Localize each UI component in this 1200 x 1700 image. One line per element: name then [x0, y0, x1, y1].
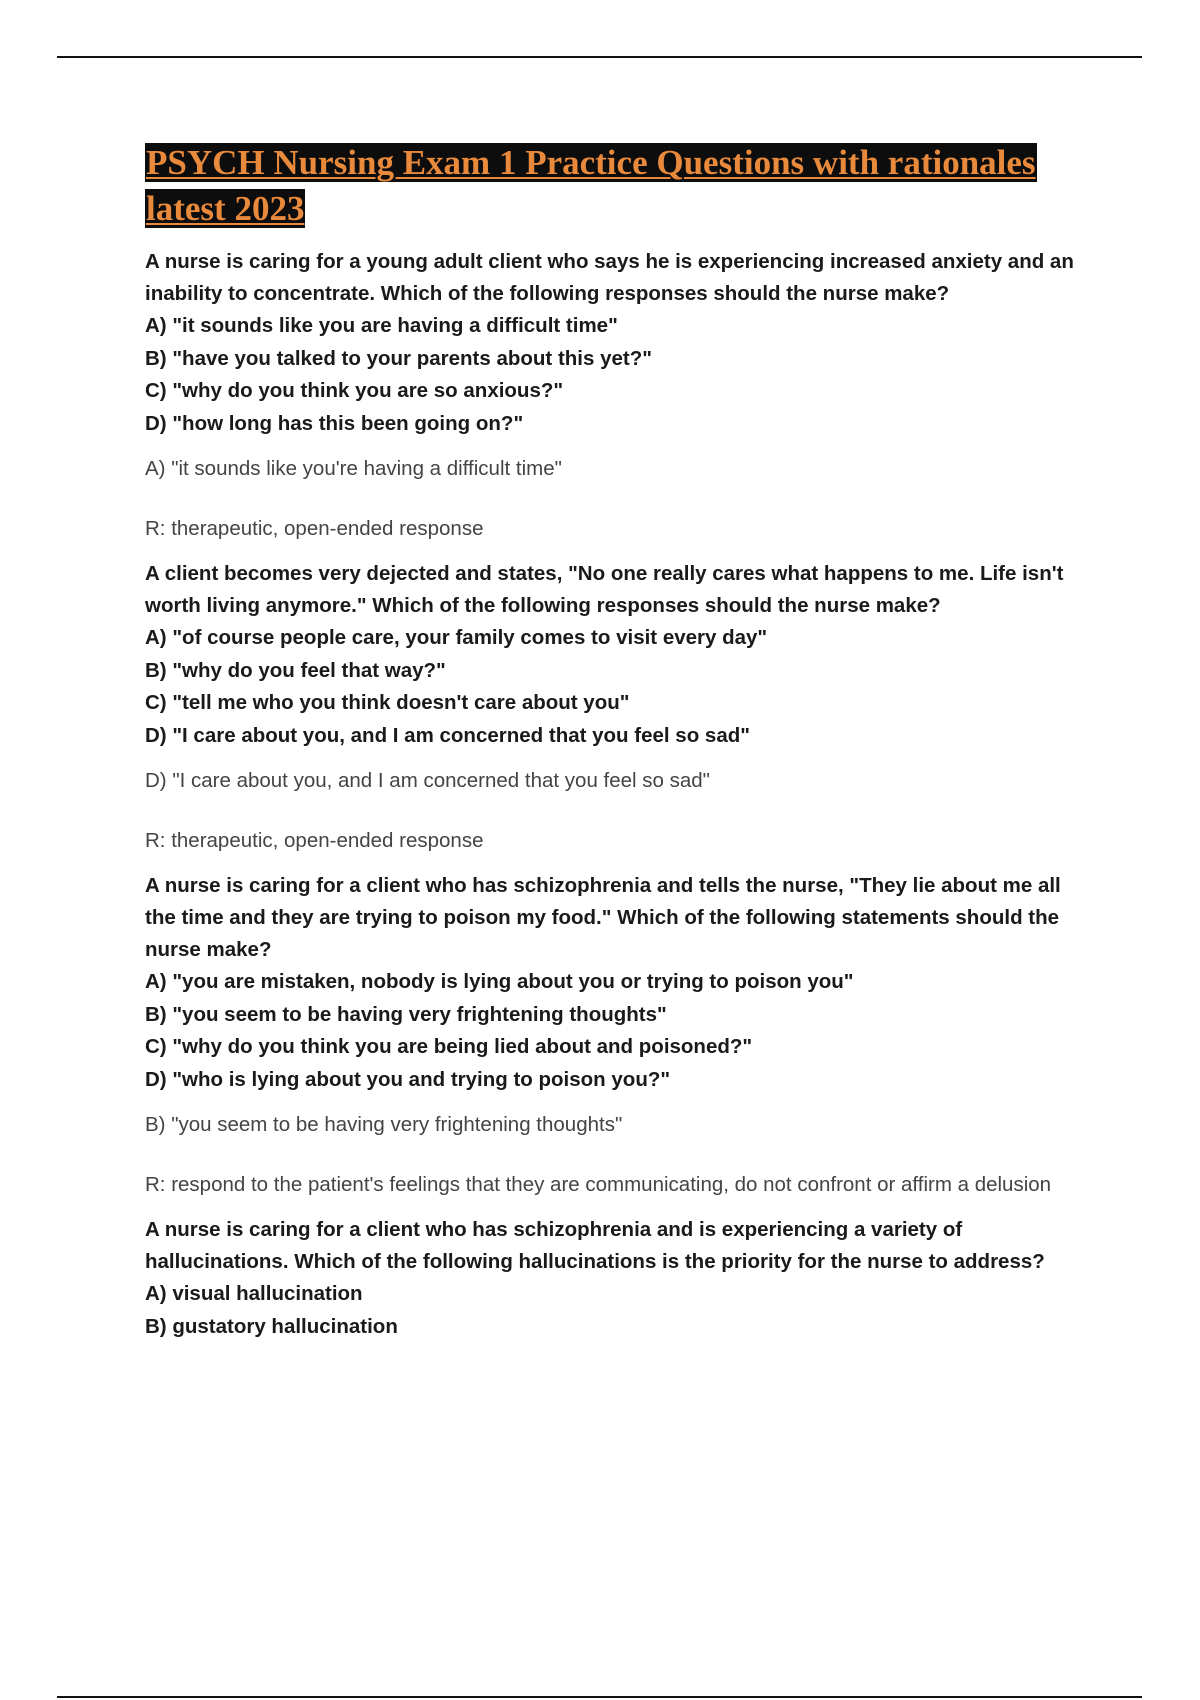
rationale-text: R: therapeutic, open-ended response — [145, 517, 484, 540]
option-list — [145, 310, 1095, 440]
document-title: PSYCH Nursing Exam 1 Practice Questions with rationales latest 2023 — [146, 143, 1036, 228]
rationale-text: R: therapeutic, open-ended response — [145, 829, 484, 852]
option-item: D) "how long has this been going on?" — [145, 411, 524, 435]
option-item: C) "why do you think you are being lied about and poisoned?" — [145, 1035, 753, 1058]
option-item: B) "you seem to be having very frightening thoughts" — [145, 1002, 667, 1026]
option-item: B) "have you talked to your parents about this yet?" — [145, 346, 652, 370]
question-block-4 — [145, 1214, 1095, 1343]
option-list — [145, 1278, 1095, 1343]
option-list — [145, 966, 1095, 1096]
question-block-2 — [145, 558, 1095, 856]
bottom-rule — [57, 1696, 1142, 1698]
option-item: D) "I care about you, and I am concerned that you feel so sad" — [145, 723, 750, 747]
question-block-1 — [145, 246, 1095, 544]
document-page — [145, 140, 1095, 1343]
option-list — [145, 622, 1095, 752]
option-item: A) "it sounds like you are having a difficult time" — [145, 314, 618, 337]
option-item: A) visual hallucination — [145, 1282, 363, 1305]
answer-text: D) "I care about you, and I am concerned that you feel so sad" — [145, 769, 710, 792]
question-stem: A nurse is caring for a young adult client who says he is experiencing increased anxiety and an inability to concentrate. Which of the following responses should the nurse make? — [145, 250, 1074, 305]
question-stem: A nurse is caring for a client who has schizophrenia and tells the nurse, "They lie about me all the time and they are trying to poison my food." Which of the following statements should the nurse make? — [145, 874, 1061, 961]
option-item: C) "tell me who you think doesn't care about you" — [145, 691, 630, 714]
question-stem: A nurse is caring for a client who has schizophrenia and is experiencing a variety of hallucinations. Which of the following hallucinations is the priority for the nurse to address? — [145, 1218, 1045, 1273]
option-item: B) "why do you feel that way?" — [145, 658, 446, 682]
option-item: D) "who is lying about you and trying to poison you?" — [145, 1067, 671, 1091]
option-item: C) "why do you think you are so anxious?" — [145, 379, 564, 402]
question-stem: A client becomes very dejected and states, "No one really cares what happens to me. Life isn't worth living anymore." Which of the following responses should the nurse make? — [145, 562, 1064, 617]
top-rule — [57, 56, 1142, 58]
question-block-3 — [145, 870, 1095, 1200]
option-item: B) gustatory hallucination — [145, 1314, 398, 1338]
option-item: A) "of course people care, your family comes to visit every day" — [145, 626, 768, 649]
answer-text: A) "it sounds like you're having a difficult time" — [145, 457, 562, 480]
option-item: A) "you are mistaken, nobody is lying about you or trying to poison you" — [145, 970, 854, 993]
rationale-text: R: respond to the patient's feelings that they are communicating, do not confront or affirm a delusion — [145, 1173, 1052, 1196]
answer-text: B) "you seem to be having very frightening thoughts" — [145, 1113, 623, 1136]
